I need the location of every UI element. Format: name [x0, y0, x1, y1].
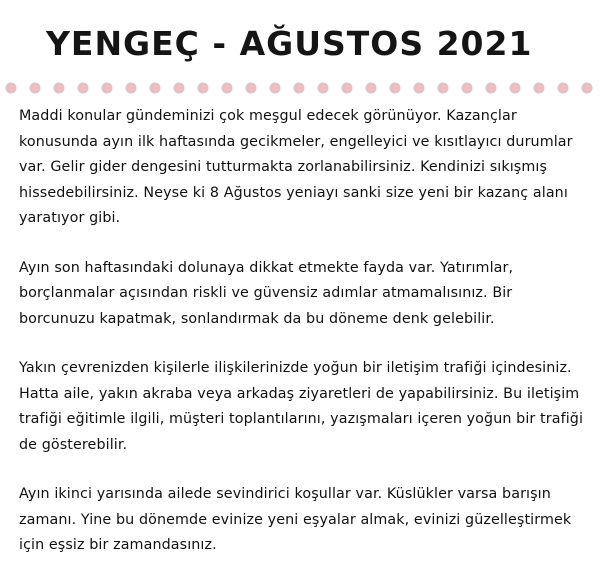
divider-dot — [174, 83, 185, 94]
dotted-divider — [0, 81, 600, 95]
divider-dot — [246, 83, 257, 94]
paragraph-family: Ayın ikinci yarısında ailede sevindirici koşullar var. Küslükler varsa barışın zamanı. Yine bu dönemde evinize yeni eşyalar almak, evinizi güzelleştirmek için eşsiz bir zamandasınız. — [19, 486, 572, 553]
paragraph-full-moon: Ayın son haftasındaki dolunaya dikkat etmekte fayda var. Yatırımlar, borçlanmalar açısından riskli ve güvensiz adımlar atmamalısınız. Bir borcunuzu kapatmak, sonlandırmak da bu döneme denk gelebilir. — [19, 259, 514, 327]
divider-dot — [414, 83, 425, 94]
divider-dot — [222, 83, 233, 94]
horoscope-text — [19, 104, 591, 583]
paragraph-finances: Maddi konular gündeminizi çok meşgul edecek görünüyor. Kazançlar konusunda ayın ilk haftasında gecikmeler, engelleyici ve kısıtlayıcı durumlar var. Gelir gider dengesini tutturmakta zorlanabilirsiniz. Kendinizi sıkışmış hissedebilirsiniz. Neyse ki 8 Ağustos yeniayı sanki size yeni bir kazanç alanı yaratıyor gibi. — [19, 108, 573, 226]
divider-dot — [558, 83, 569, 94]
divider-dot — [6, 83, 17, 94]
divider-dot — [198, 83, 209, 94]
divider-dot — [510, 83, 521, 94]
page-title: YENGEÇ - AĞUSTOS 2021 — [46, 24, 533, 63]
divider-dot — [318, 83, 329, 94]
divider-dot — [54, 83, 65, 94]
divider-dot — [342, 83, 353, 94]
paragraph-communication: Yakın çevrenizden kişilerle ilişkilerinizde yoğun bir iletişim trafiği içindesiniz. Hatta aile, yakın akraba veya arkadaş ziyaretleri de yapabilirsiniz. Bu iletişim trafiği eğitimle ilgili, müşteri toplantılarını, yazışmaları içeren yoğun bir trafiği de gösterebilir. — [19, 360, 584, 453]
divider-dot — [462, 83, 473, 94]
divider-dot — [78, 83, 89, 94]
divider-dot — [486, 83, 497, 94]
divider-dot — [126, 83, 137, 94]
divider-dot — [366, 83, 377, 94]
divider-dot — [270, 83, 281, 94]
divider-dot — [390, 83, 401, 94]
divider-dot — [30, 83, 41, 94]
divider-dot — [438, 83, 449, 94]
divider-dot — [294, 83, 305, 94]
divider-dot — [150, 83, 161, 94]
divider-dot — [102, 83, 113, 94]
divider-dot — [582, 83, 593, 94]
divider-dot — [534, 83, 545, 94]
